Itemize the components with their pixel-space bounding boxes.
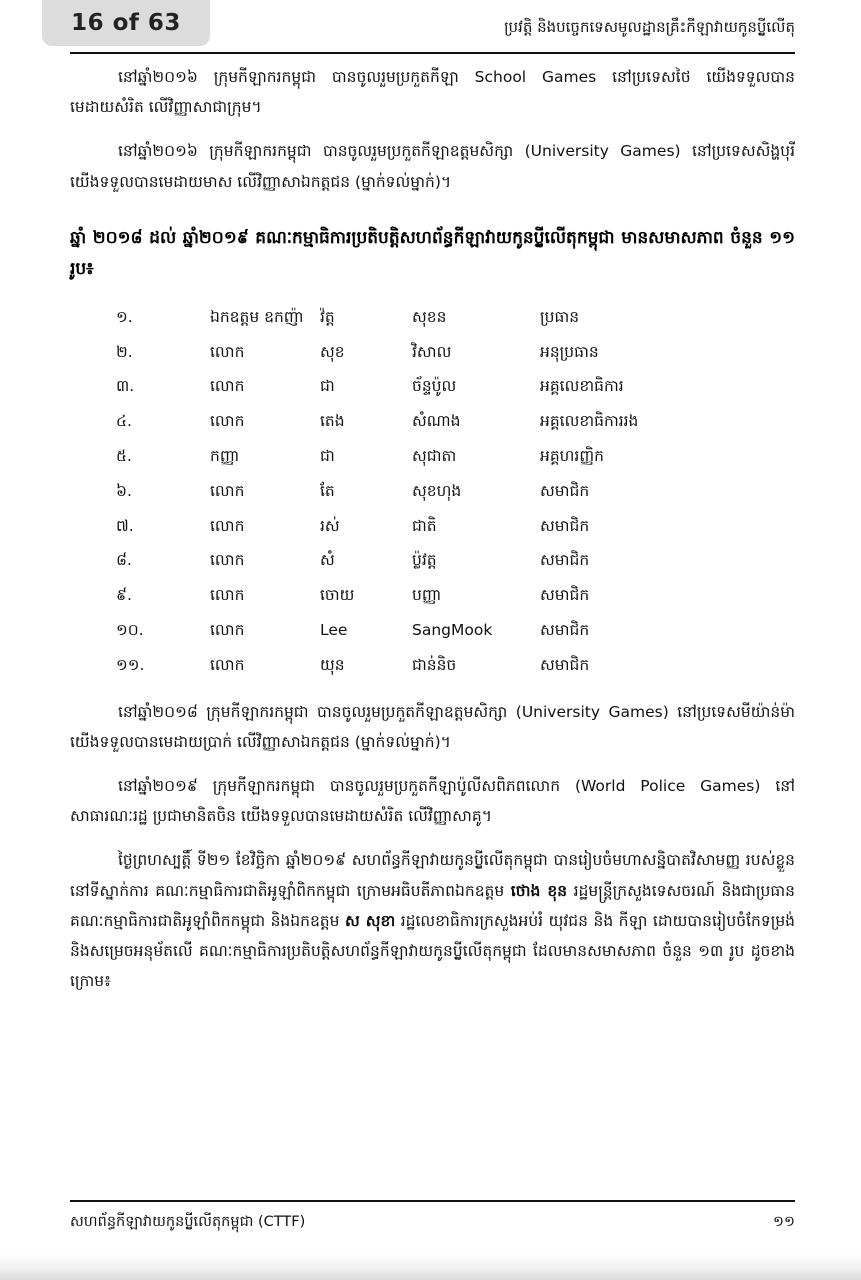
member-title: ឯកឧត្តម ឧកញ៉ា — [210, 307, 304, 326]
member-number: ៧. — [116, 516, 134, 535]
member-title: លោក — [210, 412, 245, 431]
paragraph-4: នៅឆ្នាំ២០១៩ ក្រុមកីឡាករកម្ពុជា បានចូលរួមប្រកួតកីឡាប៉ូលីសពិភពលោក (World Police Games) នៅសាធារណៈរដ្ឋ ប្រជាមានិតចិន យើងទទួលបានមេដាយសំរិត លើវិញ្ញាសាគូ។ — [70, 776, 795, 826]
table-row — [116, 578, 740, 613]
member-role: អនុប្រធាន — [540, 342, 599, 361]
paragraph-5-text-2: រដ្ឋមន្ត្រីក្រសួងទេសចរណ៍ និងជាប្រធានគណៈកម្មាធិការជាតិអូឡាំពិកកម្ពុជា និងឯកឧត្តម — [70, 881, 795, 930]
paragraph-5-name-1: ថោង ខុន — [510, 881, 568, 900]
footer-page-number: ១១ — [773, 1213, 795, 1230]
member-last-name: ច័ន្ទប៉ូល — [412, 377, 457, 396]
member-title: លោក — [210, 481, 245, 500]
table-row — [116, 509, 740, 544]
member-title: កញ្ញា — [210, 446, 240, 465]
members-table — [116, 300, 740, 683]
member-title: លោក — [210, 377, 245, 396]
member-last-name: សំណាង — [412, 412, 461, 431]
member-number: ១០. — [116, 620, 144, 639]
page-footer — [70, 1210, 795, 1236]
member-last-name: សុខហុង — [412, 481, 462, 500]
section-title: ឆ្នាំ ២០១៨ ដល់ ឆ្នាំ២០១៩ គណៈកម្មាធិការប្រតិបត្តិសហព័ន្ធកីឡាវាយកូនប្ញ្លីលើតុកម្ពុជា មានសមាសភាព ចំនួន ១១ រូប៖ — [70, 227, 795, 280]
member-first-name: យុន — [320, 655, 345, 674]
paragraph-2: នៅឆ្នាំ២០១៦ ក្រុមកីឡាករកម្ពុជា បានចូលរួមប្រកួតកីឡាឧត្តមសិក្សា (University Games) នៅប្រទេសសិង្ហបុរី យើងទទួលបានមេដាយមាស លើវិញ្ញាសាឯកត្តជន (ម្នាក់ទល់ម្នាក់)។ — [70, 142, 795, 191]
member-role: អគ្គលេខាធិការរង — [540, 412, 639, 431]
member-number: ៨. — [116, 551, 132, 570]
member-first-name: តេង — [320, 412, 345, 431]
member-role: អគ្គហរញ្ញិក — [540, 446, 604, 465]
member-number: ៤. — [116, 412, 132, 431]
paragraph-5-text-1: ថ្ងៃព្រហស្បត្តិ៍ ទី២១ ខែវិច្ឆិកា ឆ្នាំ២០១៩ សហព័ន្ធកីឡាវាយកូនប្ញ្លីលើតុកម្ពុជា បានរៀបចំមហាសន្និបាតវិសាមញ្ញ របស់ខ្លួននៅទីស្នាក់ការ គណៈកម្មាធិការជាតិអូឡាំពិកកម្ពុជា ក្រោមអធិបតីភាពឯកឧត្តម — [70, 851, 795, 900]
table-row — [116, 300, 740, 335]
member-first-name: ចោយ — [320, 586, 355, 605]
page-bottom-shadow — [0, 1254, 861, 1280]
footer-left-text: សហព័ន្ធកីឡាវាយកូនប្ញ្លីលើតុកម្ពុជា (CTTF) — [70, 1213, 306, 1230]
member-last-name: ប៉្លវត្ត — [412, 551, 437, 570]
member-title: លោក — [210, 342, 245, 361]
paragraph-1: នៅឆ្នាំ២០១៦ ក្រុមកីឡាករកម្ពុជា បានចូលរួមប្រកួតកីឡា School Games នៅប្រទេសថៃ យើងទទួលបានមេដាយសំរិត លើវិញ្ញាសាជាក្រុម។ — [70, 68, 795, 117]
member-role: សមាជិក — [540, 655, 590, 674]
member-first-name: តែ — [320, 481, 335, 500]
member-role: ប្រធាន — [540, 307, 580, 326]
table-row — [116, 335, 740, 370]
member-title: លោក — [210, 620, 245, 639]
member-title: លោក — [210, 516, 245, 535]
member-number: ១១. — [116, 655, 145, 674]
member-first-name: វ៉ត្ត — [320, 307, 335, 326]
member-role: សមាជិក — [540, 516, 590, 535]
paragraph-5 — [70, 845, 795, 996]
member-number: ៥. — [116, 446, 132, 465]
table-row — [116, 648, 740, 683]
member-number: ២. — [116, 342, 133, 361]
member-role: អគ្គលេខាធិការ — [540, 377, 624, 396]
member-first-name: សុខ — [320, 342, 345, 361]
member-role: សមាជិក — [540, 586, 590, 605]
member-number: ៣. — [116, 377, 135, 396]
table-row — [116, 369, 740, 404]
member-role: សមាជិក — [540, 481, 590, 500]
paragraph-3: នៅឆ្នាំ២០១៨ ក្រុមកីឡាករកម្ពុជា បានចូលរួមប្រកួតកីឡាឧត្តមសិក្សា (University Games) នៅប្រទេសមីយ៉ាន់ម៉ា យើងទទួលបានមេដាយប្រាក់ លើវិញ្ញាសាឯកត្តជន (ម្នាក់ទល់ម្នាក់)។ — [70, 702, 795, 751]
paragraph-5-text-3: រដ្ឋលេខាធិការក្រសួងអប់រំ យុវជន និង កីឡា ដោយបានរៀបចំកែទម្រង់ និងសម្រេចអនុម័តលើ គណៈកម្មាធិការប្រតិបត្តិសហព័ន្ធកីឡាវាយកូនប្ញ្លីលើតុកម្ពុជា ដែលមានសមាសភាព ចំនួន ១៣ រូប ដូចខាងក្រោម៖ — [70, 911, 795, 991]
member-first-name: ជា — [320, 446, 335, 465]
member-role: សមាជិក — [540, 551, 590, 570]
member-title: លោក — [210, 655, 245, 674]
member-last-name: វិសាល — [412, 342, 452, 361]
table-row — [116, 404, 740, 439]
page-content — [70, 62, 795, 1175]
member-title: លោក — [210, 586, 245, 605]
member-first-name: ជា — [320, 377, 335, 396]
member-number: ៦. — [116, 481, 132, 500]
header-title: ប្រវត្តិ និងបច្ចេកទេសមូលដ្ឋានគ្រឹះកីឡាវាយកូនប្ញ្លីលើតុ — [504, 18, 795, 36]
paragraph-5-name-2: ស សុខា — [344, 911, 396, 930]
member-role: សមាជិក — [540, 620, 590, 639]
member-last-name: បញ្ញា — [412, 586, 442, 605]
page-indicator-label: 16 of 63 — [71, 10, 181, 36]
table-row — [116, 439, 740, 474]
footer-divider — [70, 1200, 795, 1202]
member-number: ១. — [116, 307, 133, 326]
table-row — [116, 474, 740, 509]
member-first-name: Lee — [320, 620, 348, 639]
header-divider — [70, 52, 795, 54]
member-number: ៩. — [116, 586, 132, 605]
member-first-name: សំ — [320, 551, 335, 570]
member-last-name: SangMook — [412, 620, 493, 639]
table-row — [116, 613, 740, 648]
member-last-name: ជាន់និច — [412, 655, 457, 674]
member-last-name: ជាតិ — [412, 516, 437, 535]
member-title: លោក — [210, 551, 245, 570]
table-row — [116, 543, 740, 578]
member-first-name: រស់ — [320, 516, 340, 535]
member-last-name: សុជាតា — [412, 446, 457, 465]
member-last-name: សុខន — [412, 307, 447, 326]
page-indicator-tab — [42, 0, 210, 46]
